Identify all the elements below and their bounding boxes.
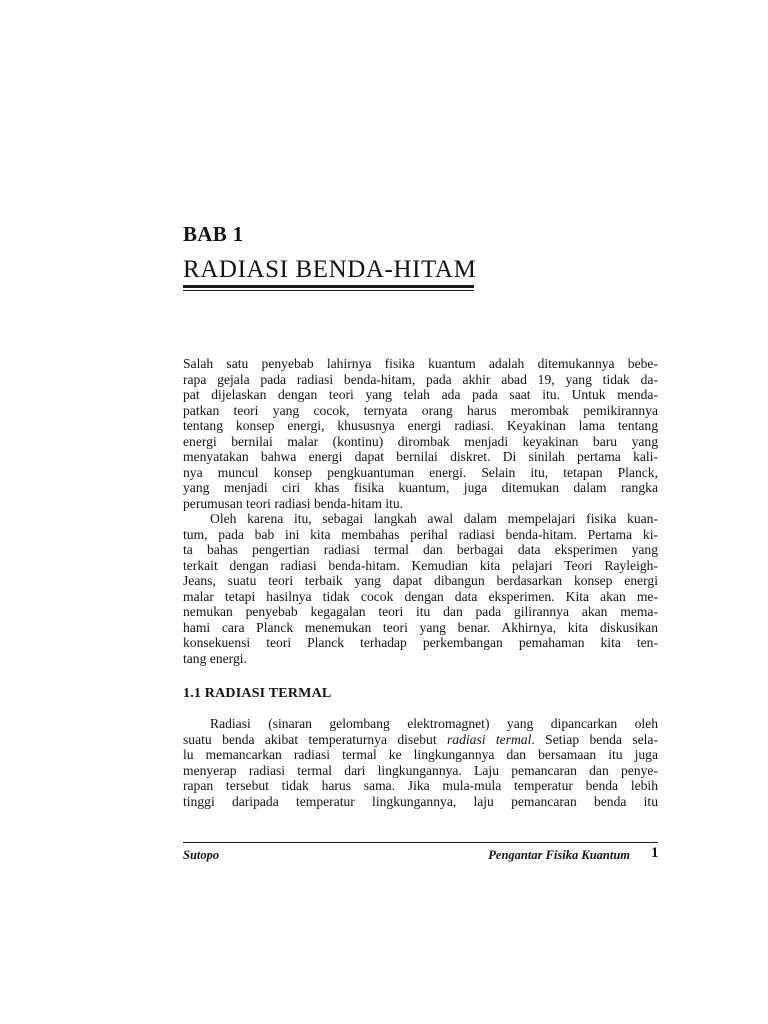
text-line: lu memancarkan radiasi termal ke lingkungannya dan bersamaan itu juga: [183, 747, 658, 762]
text-line: ta bahas pengertian radiasi termal dan berbagai data eksperimen yang: [183, 542, 658, 557]
text-line: tum, pada bab ini kita membahas perihal radiasi benda-hitam. Pertama ki-: [183, 526, 658, 542]
text-line: tang energi.: [183, 650, 247, 666]
footer-author: Sutopo: [183, 848, 220, 862]
text-fragment: suatu benda akibat temperaturnya disebut: [183, 731, 447, 747]
text-line: konsekuensi teori Planck terhadap perkembangan pemahaman kita ten-: [183, 635, 658, 650]
footer-book-title: Pengantar Fisika Kuantum: [488, 848, 630, 862]
text-line: [183, 732, 658, 748]
text-line: malar tetapi hasilnya tidak cocok dengan data eksperimen. Kita akan me-: [183, 588, 658, 604]
text-line: perumusan teori radiasi benda-hitam itu.: [183, 495, 404, 511]
paragraph-chapter-overview: [183, 511, 658, 666]
text-line: yang menjadi ciri khas fisika kuantum, juga ditemukan dalam rangka: [183, 480, 658, 495]
text-line: menyerap radiasi termal dari lingkungannya. Laju pemancaran dan penye-: [183, 762, 658, 778]
text-line: rapa gejala pada radiasi benda-hitam, pada akhir abad 19, yang tidak da-: [183, 371, 658, 387]
chapter-title: RADIASI BENDA-HITAM: [183, 256, 477, 283]
text-line: patkan teori yang cocok, ternyata orang harus merombak pemikirannya: [183, 402, 658, 418]
text-line: Oleh karena itu, sebagai langkah awal dalam mempelajari fisika kuan-: [210, 511, 658, 526]
text-line: tinggi daripada temperatur lingkungannya, laju pemancaran benda itu: [183, 793, 658, 809]
paragraph-intro: [183, 356, 658, 511]
defined-term: radiasi termal: [446, 731, 532, 747]
text-line: menyatakan bahwa energi dapat bernilai diskret. Di sinilah pertama kali-: [183, 449, 658, 464]
text-line: Radiasi (sinaran gelombang elektromagnet) yang dipancarkan oleh: [210, 716, 658, 731]
chapter-label: BAB 1: [183, 222, 244, 246]
text-fragment: . Setiap benda sela-: [531, 731, 658, 747]
text-line: nya muncul konsep pengkuantuman energi. Selain itu, tetapan Planck,: [183, 464, 658, 480]
text-line: rapan tersebut tidak harus sama. Jika mula-mula temperatur benda lebih: [183, 778, 658, 793]
title-rule-thick: [183, 285, 474, 288]
text-line: energi bernilai malar (kontinu) dirombak menjadi keyakinan baru yang: [183, 433, 658, 449]
text-line: tentang konsep energi, khususnya energi radiasi. Keyakinan lama tentang: [183, 418, 658, 433]
footer-rule: [183, 842, 658, 843]
text-line: hami cara Planck menemukan teori yang benar. Akhirnya, kita diskusikan: [183, 619, 658, 635]
text-line: Jeans, suatu teori terbaik yang dapat dibangun berdasarkan konsep energi: [183, 573, 658, 588]
text-line: pat dijelaskan dengan teori yang telah ada pada saat itu. Untuk menda-: [183, 387, 658, 402]
text-line: nemukan penyebab kegagalan teori itu dan pada gilirannya akan mema-: [183, 604, 658, 619]
title-rule-thin: [183, 290, 474, 291]
text-line: terkait dengan radiasi benda-hitam. Kemudian kita pelajari Teori Rayleigh-: [183, 557, 658, 573]
paragraph-thermal-radiation: [183, 716, 658, 809]
page-number: 1: [651, 845, 659, 861]
section-heading: 1.1 RADIASI TERMAL: [183, 686, 332, 701]
text-line: Salah satu penyebab lahirnya fisika kuantum adalah ditemukannya bebe-: [183, 356, 658, 371]
